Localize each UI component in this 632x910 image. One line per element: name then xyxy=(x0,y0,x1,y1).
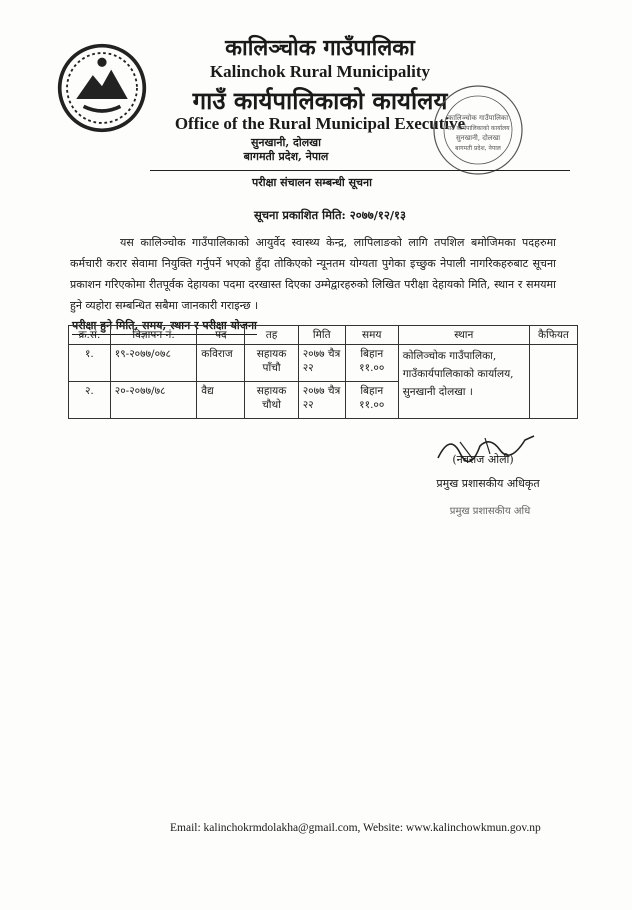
header-level: तह xyxy=(245,326,298,345)
stamp-line-2: गाउँ कार्यपालिकाको कार्यालय xyxy=(446,125,510,132)
cell-remarks xyxy=(529,345,577,419)
published-date: सूचना प्रकाशित मिति: २०७७/१२/१३ xyxy=(253,208,407,222)
address-line-1: सुनखानी, दोलखा xyxy=(251,136,321,149)
stamp-line-3: सुनखानी, दोलखा xyxy=(455,134,501,142)
stamp-line-1: कालिञ्चोक गाउँपालिका xyxy=(447,114,509,122)
signatory-stamp-text: प्रमुख प्रशासकीय अधि xyxy=(449,506,531,517)
header-sn: क्र.सं. xyxy=(69,326,111,345)
table-header-row xyxy=(69,326,578,345)
signatory-title: प्रमुख प्रशासकीय अधिकृत xyxy=(436,477,540,490)
municipality-name-english: Kalinchok Rural Municipality xyxy=(209,62,431,81)
cell-sn: १. xyxy=(69,345,111,382)
cell-ad-no: २०-२०७७/७८ xyxy=(110,382,197,419)
footer-contact: Email: kalinchokrmdolakha@gmail.com, Website: www.kalinchowkmun.gov.np xyxy=(170,822,541,834)
office-name-english: Office of the Rural Municipal Executive xyxy=(174,114,466,133)
office-address xyxy=(226,136,346,164)
municipality-name-nepali: कालिञ्चोक गाउँपालिका xyxy=(225,35,415,61)
cell-post: कविराज xyxy=(197,345,245,382)
header-post: पद xyxy=(197,326,245,345)
header-time: समय xyxy=(345,326,398,345)
notice-body: यस कालिञ्चोक गाउँपालिकाको आयुर्वेद स्वास्थ्य केन्द्र, लापिलाङको लागि तपशिल बमोजिमका पदहरुमा कर्मचारी करार सेवामा नियुक्ति गर्नुपर्ने भएको हुँदा तोकिएको न्यूनतम योग्यता पुगेका इच्छुक नेपाली नागरिकहरुबाट सूचना प्रकाशन गरिएकोमा रीतपूर्वक देहायका पदमा दरखास्त दिएका उम्मेद्वारहरुको लिखित परीक्षा देहायको मिति, स्थान र समयमा हुने व्यहोरा सम्बन्धित सबैमा जानकारी गराइन्छ । xyxy=(70,236,556,312)
cell-post: वैद्य xyxy=(197,382,245,419)
header-divider xyxy=(150,170,570,171)
cell-ad-no: १९-२०७७/०७८ xyxy=(110,345,197,382)
exam-schedule-table xyxy=(68,325,578,419)
cell-time: बिहान ११.०० xyxy=(345,382,398,419)
cell-location: कोलिञ्चोक गाउँपालिका, गाउँकार्यपालिकाको कार्यालय, सुनखानी दोलखा । xyxy=(398,345,529,419)
cell-time: बिहान ११.०० xyxy=(345,345,398,382)
office-name-nepali: गाउँ कार्यपालिकाको कार्यालय xyxy=(192,86,448,115)
address-line-2: बागमती प्रदेश, नेपाल xyxy=(243,150,329,163)
table-row xyxy=(69,345,578,382)
header-date: मिति xyxy=(298,326,345,345)
signatory-name: (नवराज ओली) xyxy=(452,453,514,466)
cell-sn: २. xyxy=(69,382,111,419)
cell-date: २०७७ चैत्र २२ xyxy=(298,345,345,382)
nepal-emblem-icon xyxy=(56,42,148,134)
cell-level: सहायक पाँचौ xyxy=(245,345,298,382)
table-title: परीक्षा हुने मिति, समय, स्थान र परीक्षा योजना xyxy=(72,318,257,335)
stamp-line-4: बागमती प्रदेश, नेपाल xyxy=(455,145,501,152)
cell-level: सहायक चौथो xyxy=(245,382,298,419)
header-remarks: कैफियत xyxy=(529,326,577,345)
cell-date: २०७७ चैत्र २२ xyxy=(298,382,345,419)
office-stamp xyxy=(428,80,528,180)
header-location: स्थान xyxy=(398,326,529,345)
header-ad-no: विज्ञापन नं. xyxy=(110,326,197,345)
notice-subject: परीक्षा संचालन सम्बन्धी सूचना xyxy=(252,176,372,189)
